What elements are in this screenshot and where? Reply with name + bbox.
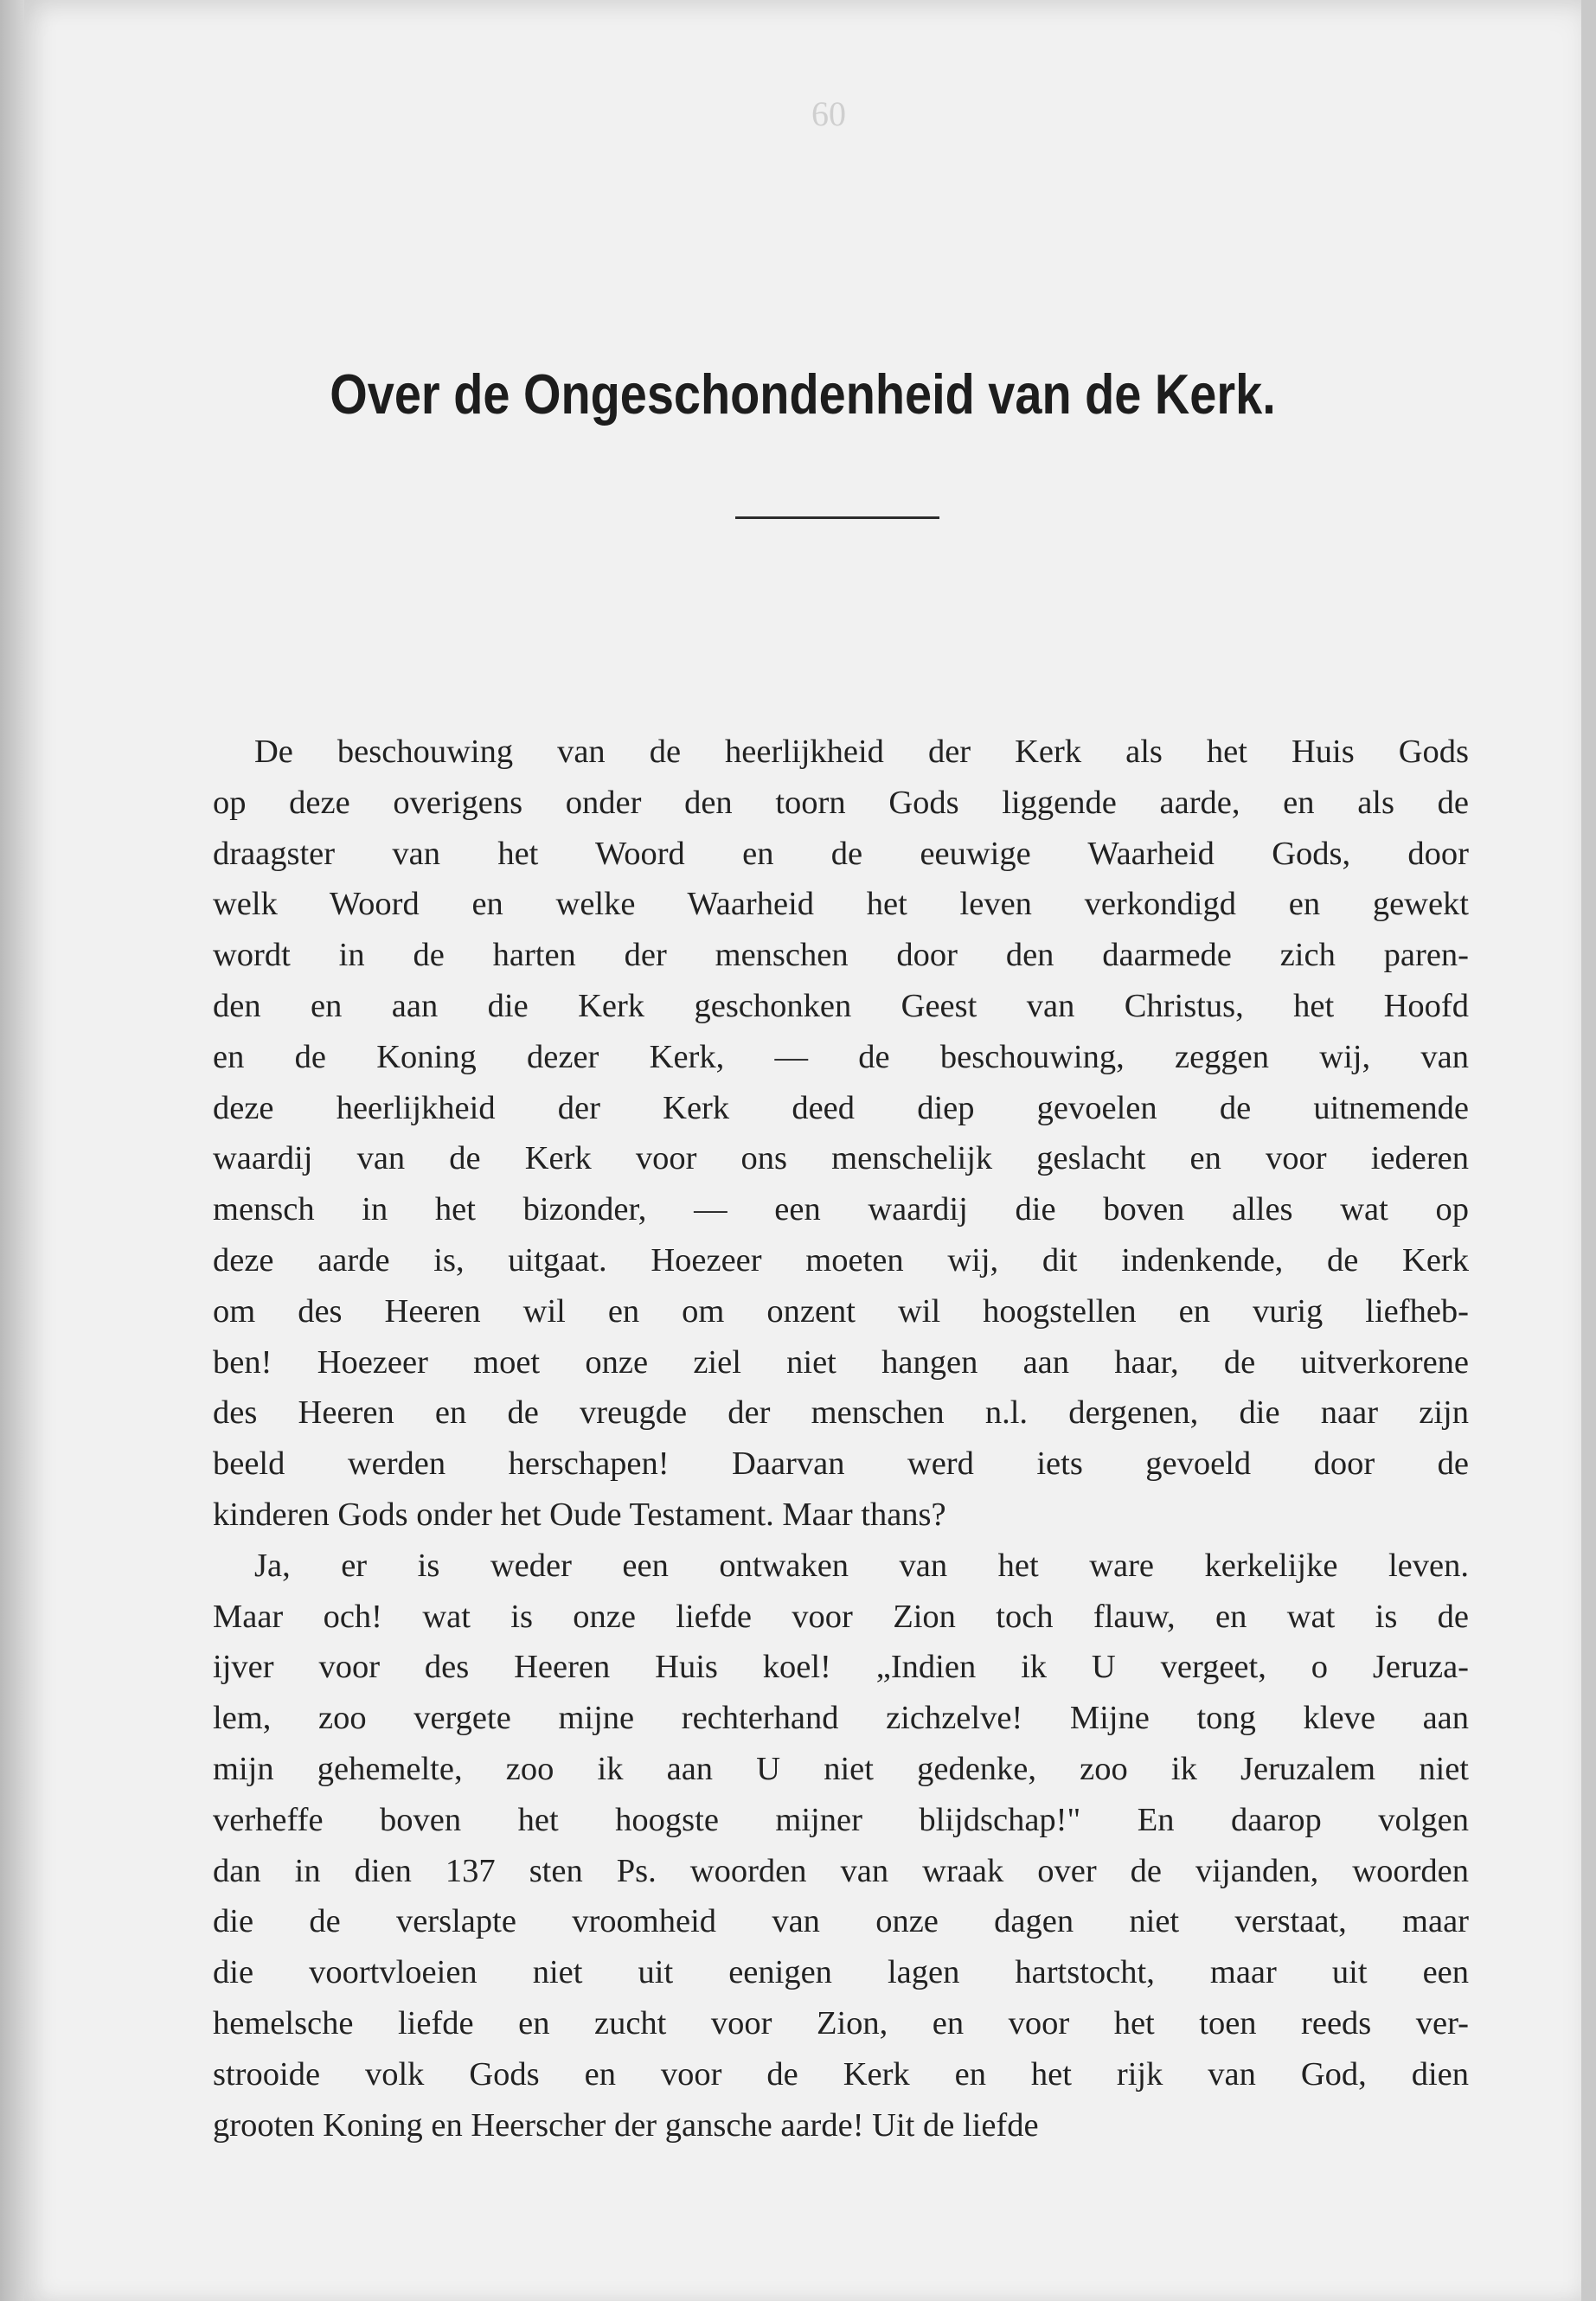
text-line: deze heerlijkheid der Kerk deed diep gevoelen de uitnemende xyxy=(213,1089,1469,1126)
text-line: De beschouwing van de heerlijkheid der Kerk als het Huis Gods xyxy=(254,734,1469,770)
text-line: des Heeren en de vreugde der menschen n.l. dergenen, die naar zijn xyxy=(213,1394,1469,1432)
text-line: om des Heeren wil en om onzent wil hoogstellen en vurig liefheb- xyxy=(213,1292,1469,1330)
text-line: beeld werden herschapen! Daarvan werd iets gevoeld door de xyxy=(213,1445,1469,1483)
text-line: die voortvloeien niet uit eenigen lagen hartstocht, maar uit een xyxy=(213,1954,1469,1991)
text-line: ijver voor des Heeren Huis koel! „Indien ik U vergeet, o Jeruza- xyxy=(213,1649,1469,1686)
text-line: verheffe boven het hoogste mijner blijdschap!" En daarop volgen xyxy=(213,1801,1469,1838)
text-line: ben! Hoezeer moet onze ziel niet hangen aan haar, de uitverkorene xyxy=(213,1343,1469,1381)
text-line: Maar och! wat is onze liefde voor Zion toch flauw, en wat is de xyxy=(213,1598,1469,1635)
text-line: wordt in de harten der menschen door den daarmede zich paren- xyxy=(213,937,1469,974)
title-divider xyxy=(735,516,939,519)
text-line: grooten Koning en Heerscher der gansche aarde! Uit de liefde xyxy=(213,2106,1039,2144)
text-line: welk Woord en welke Waarheid het leven verkondigd en gewekt xyxy=(213,886,1469,923)
text-line: en de Koning dezer Kerk, — de beschouwing, zeggen wij, van xyxy=(213,1038,1469,1075)
page-title: Over de Ongeschondenheid van de Kerk. xyxy=(330,362,1276,426)
text-line: deze aarde is, uitgaat. Hoezeer moeten wij, dit indenkende, de Kerk xyxy=(213,1241,1469,1279)
body-text xyxy=(213,727,1469,2150)
text-line: die de verslapte vroomheid van onze dagen niet verstaat, maar xyxy=(213,1903,1469,1940)
text-line: mijn gehemelte, zoo ik aan U niet gedenke, zoo ik Jeruzalem niet xyxy=(213,1750,1469,1787)
text-line: den en aan die Kerk geschonken Geest van Christus, het Hoofd xyxy=(213,987,1469,1024)
text-line: draagster van het Woord en de eeuwige Waarheid Gods, door xyxy=(213,835,1469,872)
text-line: strooide volk Gods en voor de Kerk en het rijk van God, dien xyxy=(213,2055,1469,2093)
text-line: hemelsche liefde en zucht voor Zion, en voor het toen reeds ver- xyxy=(213,2004,1469,2041)
paragraph-1 xyxy=(213,727,1469,1541)
page-number: 60 xyxy=(811,94,846,133)
text-line: dan in dien 137 sten Ps. woorden van wraak over de vijanden, woorden xyxy=(213,1852,1469,1889)
book-page xyxy=(24,0,1581,2301)
text-line: kinderen Gods onder het Oude Testament. Maar thans? xyxy=(213,1496,946,1533)
text-line: op deze overigens onder den toorn Gods liggende aarde, en als de xyxy=(213,784,1469,821)
text-line: mensch in het bizonder, — een waardij die boven alles wat op xyxy=(213,1191,1469,1228)
text-line: lem, zoo vergete mijne rechterhand zichzelve! Mijne tong kleve aan xyxy=(213,1700,1469,1737)
text-line: waardij van de Kerk voor ons menschelijk geslacht en voor iederen xyxy=(213,1140,1469,1177)
paragraph-2 xyxy=(213,1541,1469,2151)
text-line: Ja, er is weder een ontwaken van het ware kerkelijke leven. xyxy=(254,1547,1469,1584)
scan-left-margin xyxy=(0,0,24,2301)
